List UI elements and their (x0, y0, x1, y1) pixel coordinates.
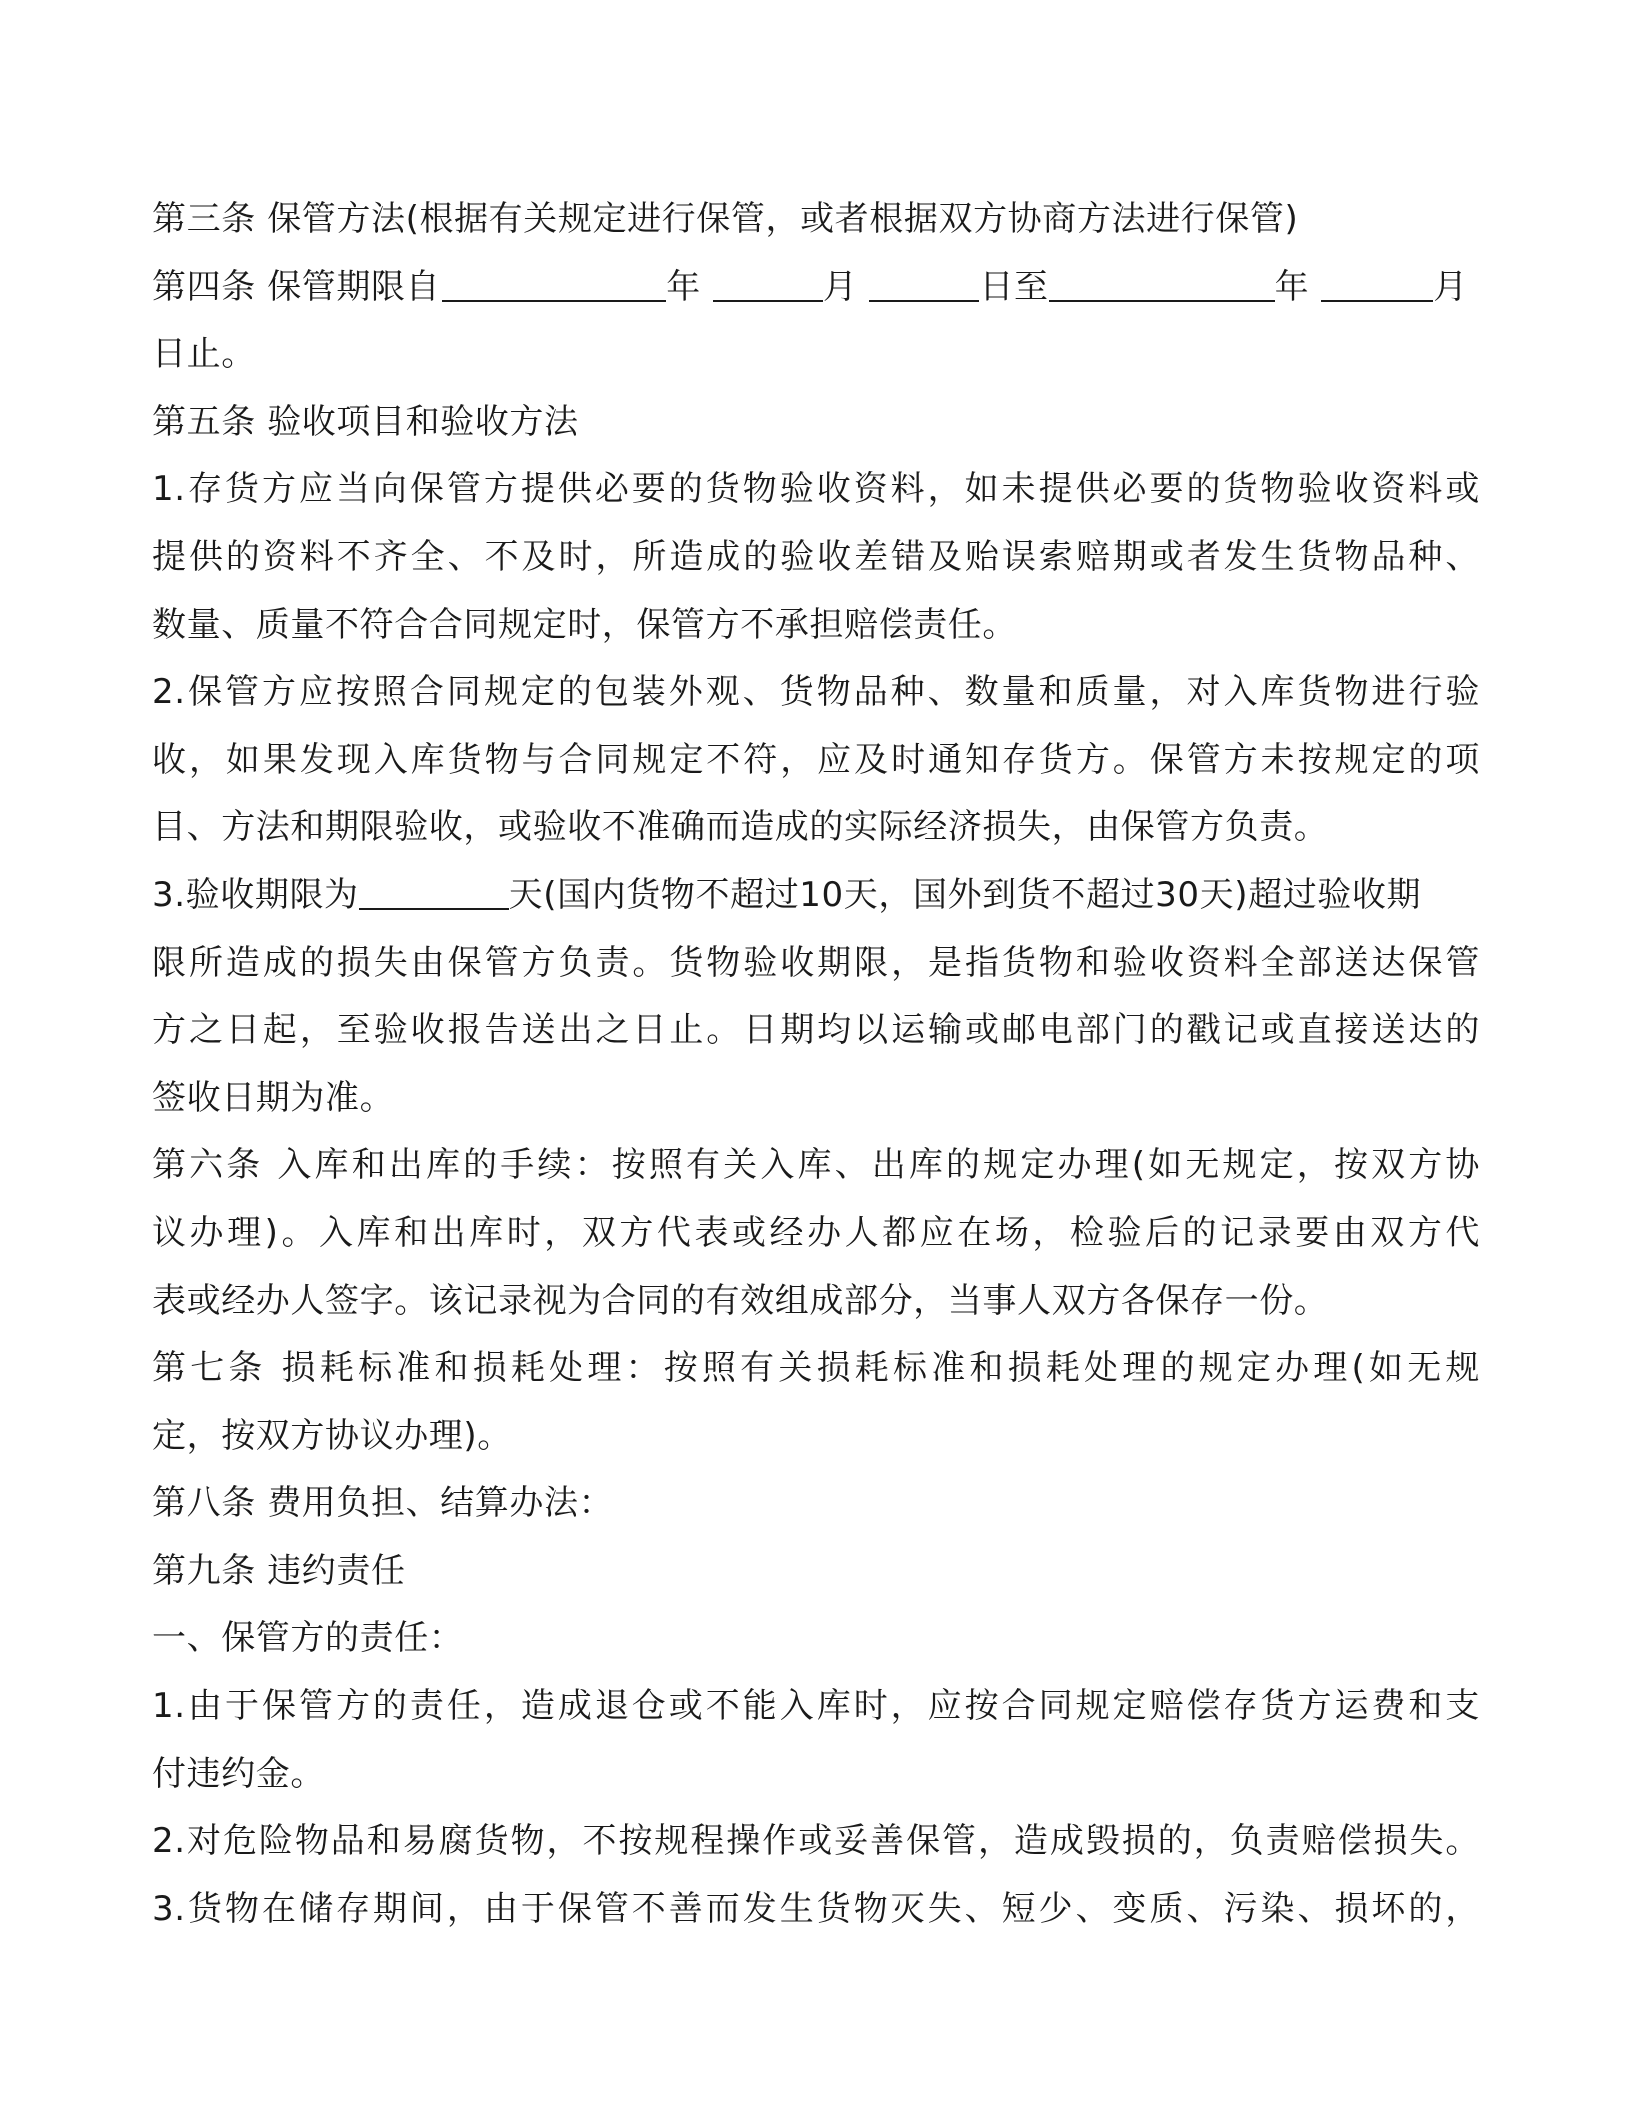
article-6-line-1: 第六条 入库和出库的手续：按照有关入库、出库的规定办理(如无规定，按双方协 (152, 1145, 1480, 1186)
article-7-line-1: 第七条 损耗标准和损耗处理：按照有关损耗标准和损耗处理的规定办理(如无规 (152, 1348, 1480, 1389)
liability-item-2: 2.对危险物品和易腐货物，不按规程操作或妥善保管，造成毁损的，负责赔偿损失。 (152, 1821, 1480, 1862)
start-day-blank (869, 270, 979, 302)
inspect-suffix: 天(国内货物不超过10天，国外到货不超过30天)超过验收期 (508, 874, 1422, 915)
article-5-item-1-line-3: 数量、质量不符合合同规定时，保管方不承担赔偿责任。 (152, 604, 1017, 645)
article-4-term (152, 254, 1480, 322)
month-label: 月 (822, 266, 858, 307)
article-3: 第三条 保管方法(根据有关规定进行保管，或者根据双方协商方法进行保管) (152, 199, 1299, 239)
contract-page (152, 186, 1480, 1943)
inspect-days-blank (359, 878, 509, 910)
liability-item-3: 3.货物在储存期间，由于保管不善而发生货物灭失、短少、变质、污染、损坏的， (152, 1888, 1480, 1929)
article-4-prefix: 第四条 保管期限自 (152, 266, 441, 307)
article-6-line-3: 表或经办人签字。该记录视为合同的有效组成部分，当事人双方各保存一份。 (152, 1280, 1329, 1321)
liability-item-1-line-1: 1.由于保管方的责任，造成退仓或不能入库时，应按合同规定赔偿存货方运费和支 (152, 1686, 1480, 1727)
article-6-line-2: 议办理)。入库和出库时，双方代表或经办人都应在场，检验后的记录要由双方代 (152, 1212, 1480, 1253)
article-7-line-2: 定，按双方协议办理)。 (152, 1415, 512, 1456)
end-year-blank (1049, 270, 1275, 302)
article-5-item-3-line-2: 限所造成的损失由保管方负责。货物验收期限，是指货物和验收资料全部送达保管 (152, 942, 1480, 983)
end-month-blank (1321, 270, 1433, 302)
article-9-heading: 第九条 违约责任 (152, 1550, 406, 1591)
article-8: 第八条 费用负担、结算办法： (152, 1483, 614, 1524)
article-5-item-3-line-3: 方之日起，至验收报告送出之日止。日期均以运输或邮电部门的戳记或直接送达的 (152, 1010, 1480, 1051)
article-5-item-2-line-2: 收，如果发现入库货物与合同规定不符，应及时通知存货方。保管方未按规定的项 (152, 739, 1480, 780)
article-5-item-3-line-1 (152, 862, 1480, 930)
article-4-end: 日止。 (152, 334, 256, 375)
article-5-heading: 第五条 验收项目和验收方法 (152, 401, 579, 442)
article-5-item-3-line-4: 签收日期为准。 (152, 1077, 395, 1118)
article-5-item-2-line-3: 目、方法和期限验收，或验收不准确而造成的实际经济损失，由保管方负责。 (152, 807, 1329, 848)
article-5-item-1-line-2: 提供的资料不齐全、不及时，所造成的验收差错及贻误索赔期或者发生货物品种、 (152, 536, 1480, 577)
liability-item-1-line-2: 付违约金。 (152, 1753, 325, 1794)
article-5-item-1-line-1: 1.存货方应当向保管方提供必要的货物验收资料，如未提供必要的货物验收资料或 (152, 469, 1480, 510)
day-to-label: 日至 (979, 266, 1049, 307)
start-year-blank (442, 270, 666, 302)
month2-label: 月 (1433, 266, 1468, 307)
article-5-item-2-line-1: 2.保管方应按照合同规定的包装外观、货物品种、数量和质量，对入库货物进行验 (152, 672, 1480, 713)
start-month-blank (713, 270, 823, 302)
custodian-liability-heading: 一、保管方的责任： (152, 1618, 464, 1659)
year2-label: 年 (1274, 266, 1310, 307)
year-label: 年 (666, 266, 701, 307)
inspect-prefix: 3.验收期限为 (152, 874, 359, 915)
